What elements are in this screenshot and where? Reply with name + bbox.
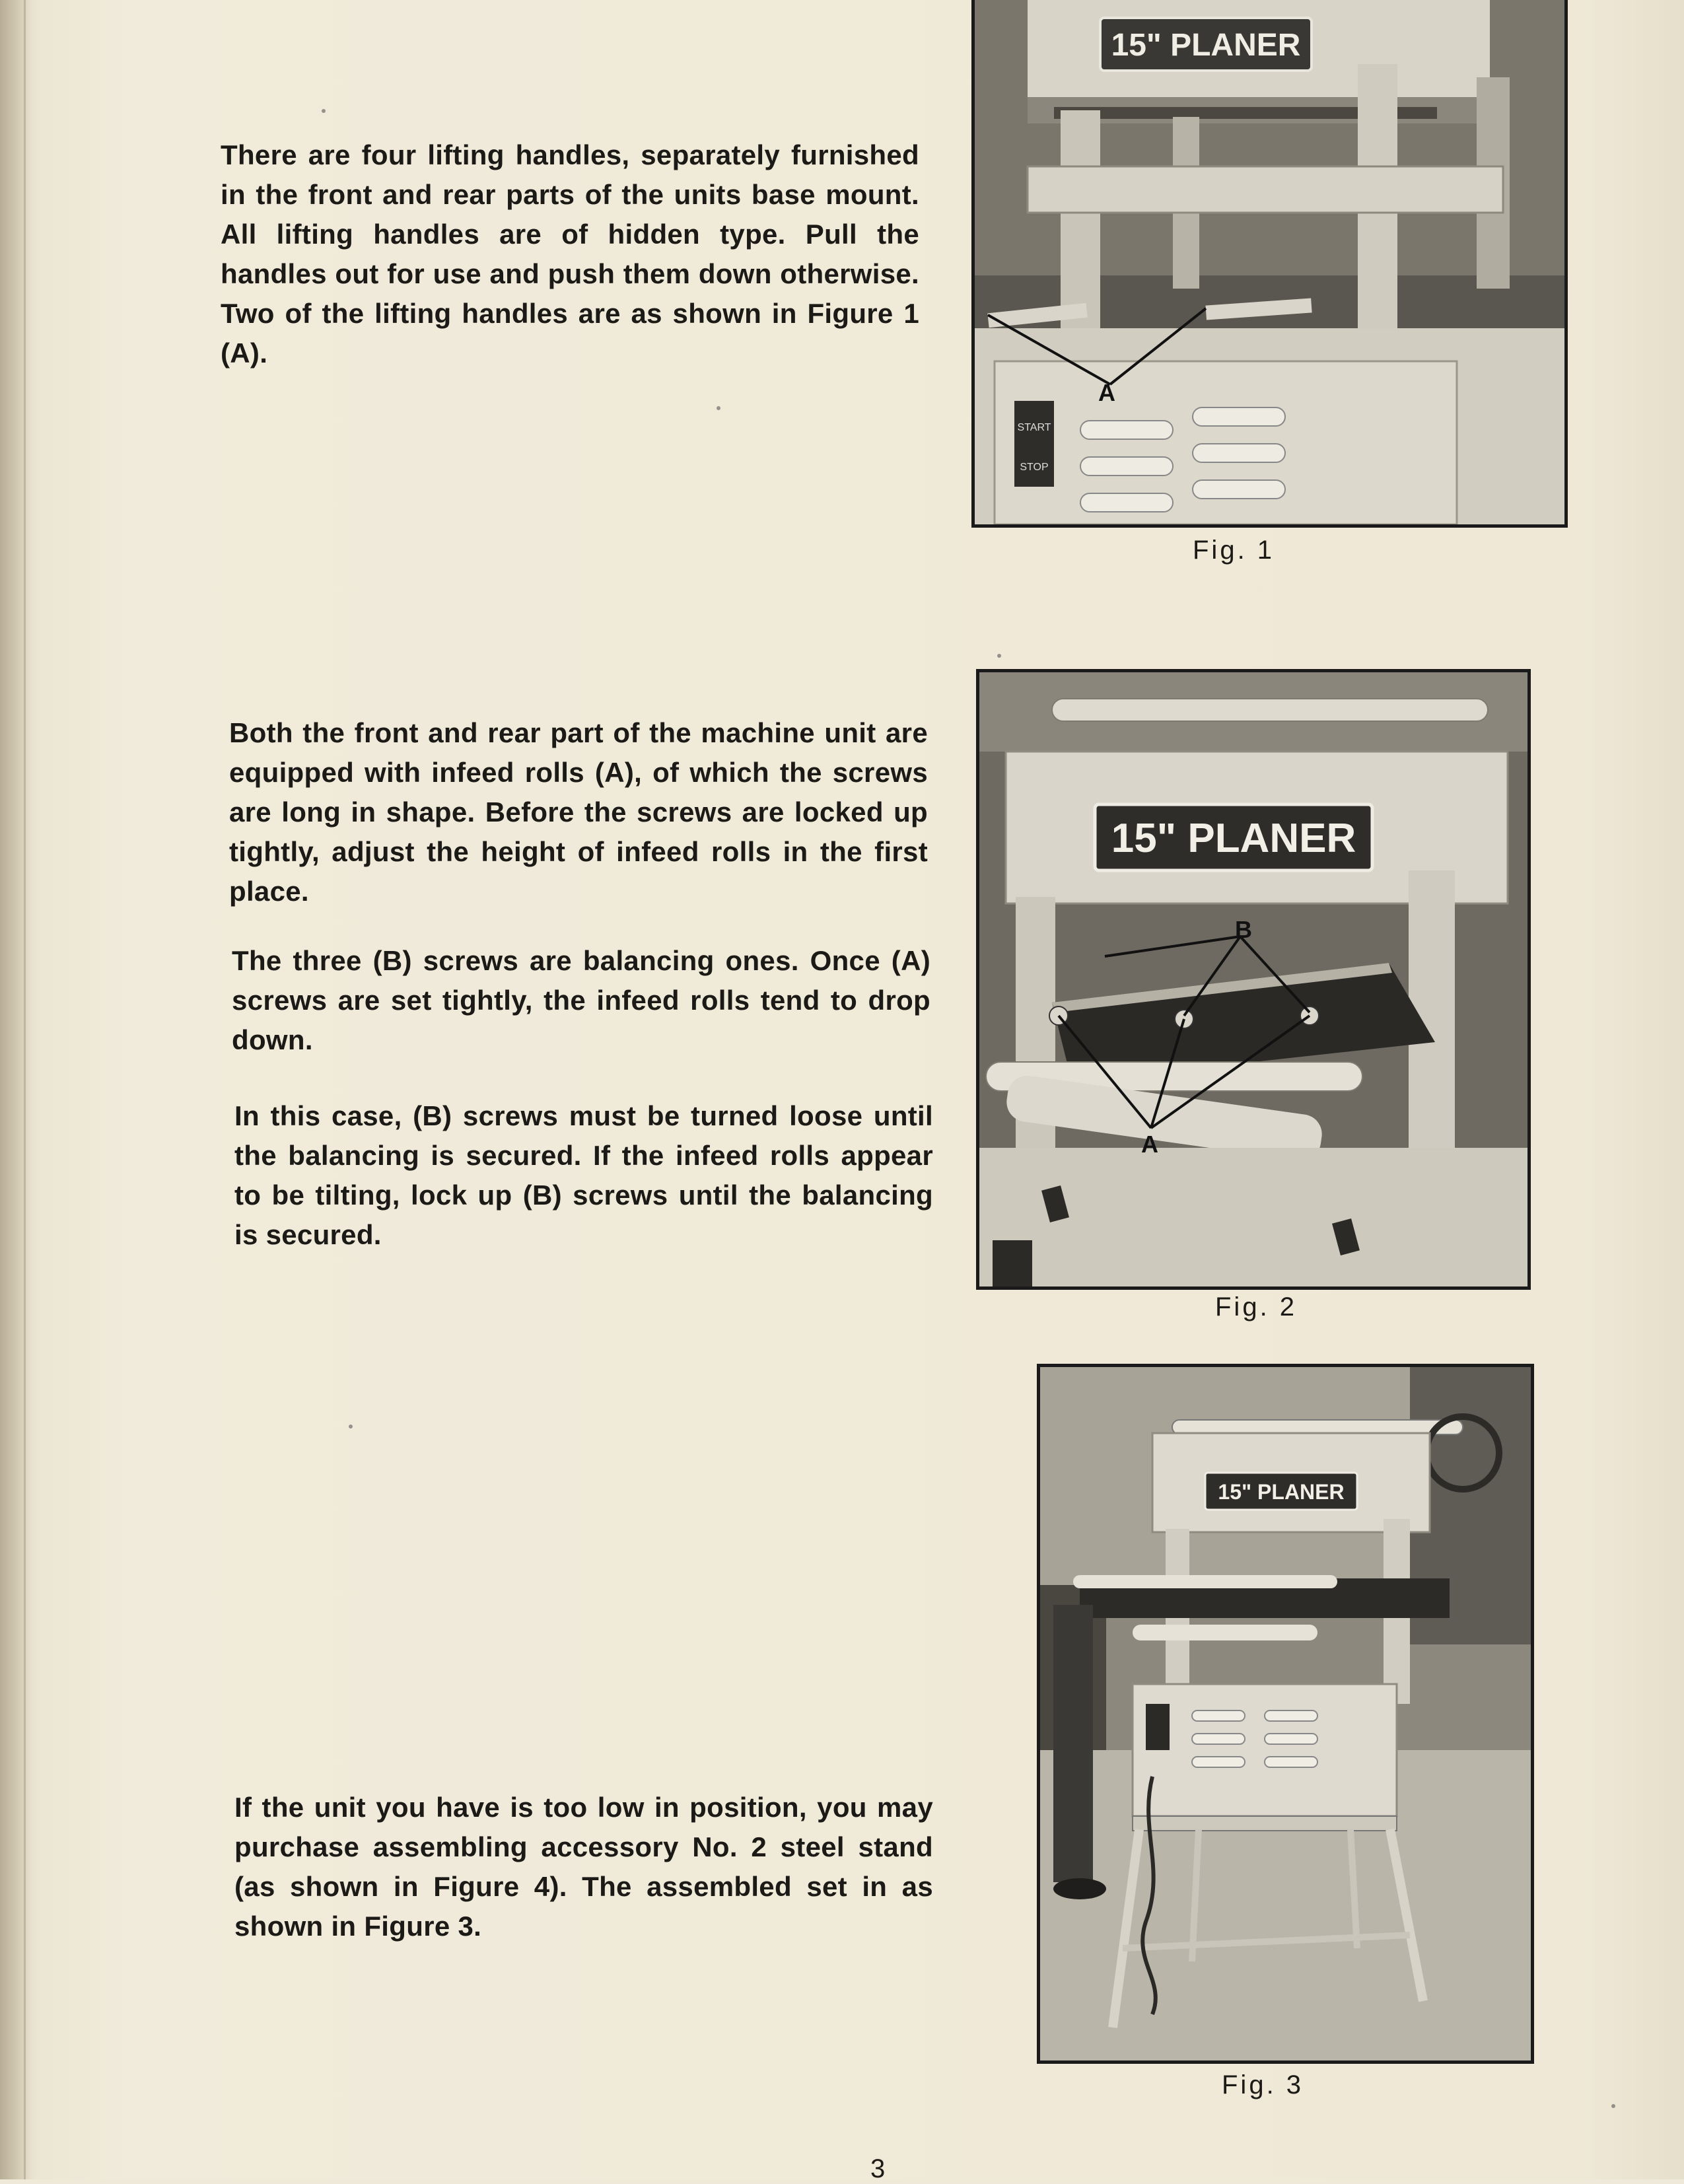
nameplate-text: 15" PLANER (1218, 1480, 1345, 1504)
lifting-handles-paragraph (221, 135, 919, 373)
balancing-screws-paragraph (232, 941, 930, 1060)
paragraph-text: The three (B) screws are balancing ones. Once (A) screws are set tightly, the infeed rolls tend to drop down. (232, 945, 930, 1055)
paper-fleck (997, 654, 1001, 658)
start-stop-switch (1014, 401, 1054, 487)
infeed-rolls-paragraph (229, 713, 928, 911)
callout-b-label: B (1235, 916, 1252, 943)
figure-3-caption: Fig. 3 (1222, 2070, 1304, 2099)
svg-text:STOP: STOP (1020, 462, 1049, 473)
binding-crease (24, 0, 26, 2179)
svg-text:START: START (1017, 422, 1051, 433)
paper-fleck (349, 1425, 353, 1428)
steel-stand-paragraph (234, 1788, 933, 1946)
figure-1-photo (971, 0, 1568, 528)
paper-fleck (1611, 2104, 1615, 2108)
callout-a-label: A (1098, 379, 1115, 406)
paragraph-text: Both the front and rear part of the machine unit are equipped with infeed rolls (A), of which the screws are long in shape. Before the screws are locked up tightly, adjust the height of infeed rolls in the first place. (229, 717, 928, 907)
paragraph-text: In this case, (B) screws must be turned loose until the balancing is secured. If the infeed rolls appear to be tilting, lock up (B) screws until the balancing is secured. (234, 1100, 933, 1250)
page-number: 3 (870, 2154, 886, 2183)
figure-2-caption: Fig. 2 (1215, 1292, 1298, 1321)
nameplate-text: 15" PLANER (1111, 28, 1301, 63)
figure-2-photo (976, 669, 1531, 1290)
figure-3-photo (1037, 1364, 1534, 2064)
nameplate-text: 15" PLANER (1111, 816, 1356, 861)
paragraph-text: There are four lifting handles, separately furnished in the front and rear parts of the units base mount. All lifting handles are of hidden type. Pull the handles out for use and push them down otherwise. Two of the lifting handles are as shown in Figure 1 (A). (221, 139, 919, 369)
callout-a-label: A (1141, 1131, 1158, 1158)
paper-fleck (717, 406, 720, 410)
paragraph-text: If the unit you have is too low in position, you may purchase assembling accessory No. 2 steel stand (as shown in Figure 4). The assembled set in as shown in Figure 3. (234, 1792, 933, 1942)
figure-1-caption: Fig. 1 (1193, 536, 1275, 565)
paper-fleck (322, 109, 326, 113)
loosen-screws-paragraph (234, 1096, 933, 1255)
page-binding (0, 0, 32, 2179)
